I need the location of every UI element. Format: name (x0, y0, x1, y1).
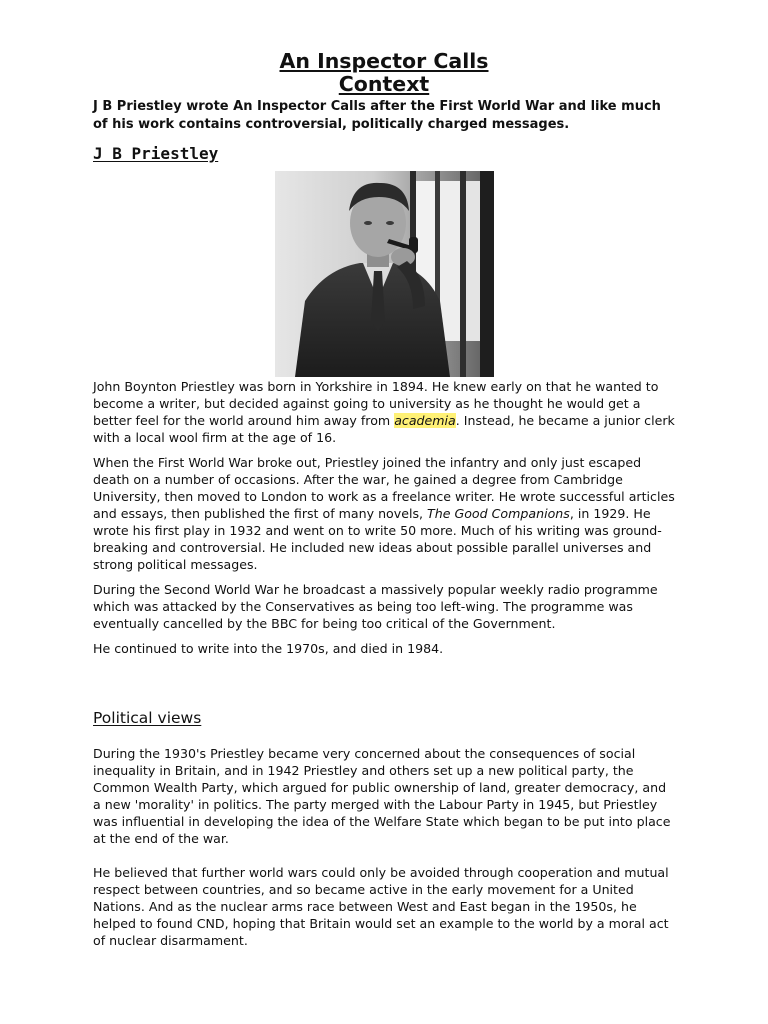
intro-paragraph: J B Priestley wrote An Inspector Calls after the First World War and like much of his work contains controversial, politically charged messages. (93, 99, 661, 132)
title-line-1: An Inspector Calls (279, 49, 489, 73)
novel-title: The Good Companions (427, 506, 570, 521)
political-paragraph-1: During the 1930's Priestley became very concerned about the consequences of social inequality in Britain, and in 1942 Priestley and others set up a new political party, the Common Wealth Party, which argued for public ownership of land, greater democracy, and a new 'morality' in politics. The party merged with the Labour Party in 1945, but Priestley was influential in developing the idea of the Welfare State which began to be put into place at the end of the war. (93, 746, 671, 846)
heading-political-views: Political views (93, 709, 202, 727)
bio-paragraph-1 (93, 378, 675, 446)
bio-p1-text: John Boynton Priestley was born in Yorkshire in 1894. He knew early on that he wanted to become a writer, but decided against going to university as he thought he would get a better feel for the world around him away from (93, 379, 659, 428)
title-line-2: Context (338, 72, 430, 96)
political-paragraph-2: He believed that further world wars could only be avoided through cooperation and mutual respect between countries, and so became active in the early movement for a United Nations. And as the nuclear arms race between West and East began in the 1950s, he helped to found CND, hoping that Britain would set an example to the world by a moral act of nuclear disarmament. (93, 865, 669, 948)
document-title (93, 50, 675, 96)
bio-paragraph-4: He continued to write into the 1970s, and died in 1984. (93, 641, 444, 656)
highlighted-word: academia (394, 413, 456, 428)
political-section (93, 745, 675, 957)
bio-paragraph-2 (93, 454, 675, 573)
bio-p1-text-end: . Instead, he became a junior clerk with a local wool firm at the age of 16. (93, 413, 675, 445)
bio-p2-text: When the First World War broke out, Priestley joined the infantry and only just escaped death on a number of occasions. After the war, he gained a degree from Cambridge University, then moved to London to work as a freelance writer. He wrote successful articles and essays, then published the first of many novels, (93, 455, 675, 521)
priestley-photo (275, 171, 494, 377)
bio-paragraph-3: During the Second World War he broadcast a massively popular weekly radio programme which was attacked by the Conservatives as being too left-wing. The programme was eventually cancelled by the BBC for being too critical of the Government. (93, 582, 658, 631)
bio-p2-text-end: , in 1929. He wrote his first play in 1932 and went on to write 50 more. Much of his writing was ground-breaking and controversial. He included new ideas about possible parallel universes and strong political messages. (93, 506, 662, 572)
heading-priestley: J B Priestley (93, 144, 219, 163)
biography-section (93, 378, 675, 665)
